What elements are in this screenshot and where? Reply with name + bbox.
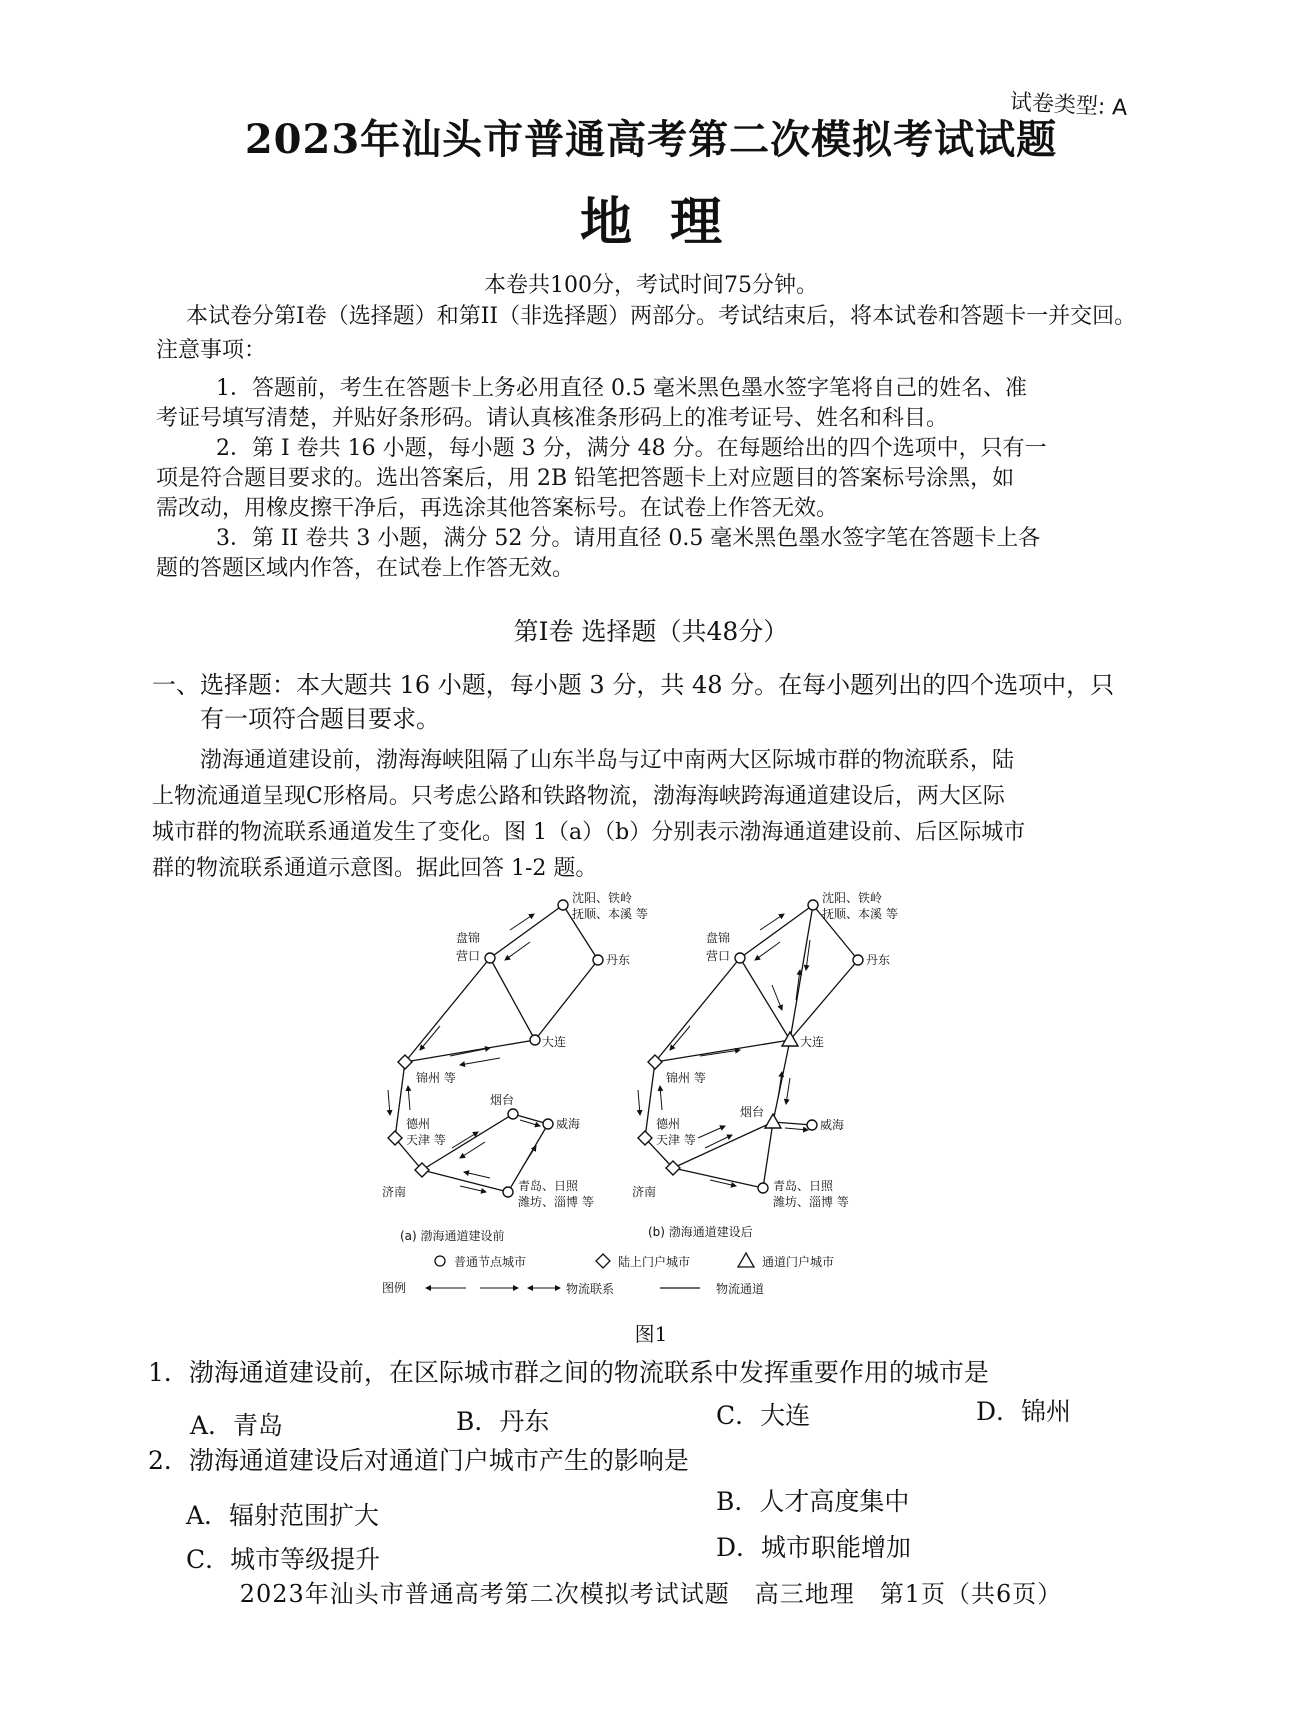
city-label-qingdao: 青岛、日照 bbox=[518, 1179, 579, 1193]
diagram-b bbox=[632, 890, 898, 1209]
question-2-stem: 2．渤海通道建设后对通道门户城市产生的影响是 bbox=[148, 1446, 689, 1475]
legend-diamond-icon bbox=[596, 1254, 610, 1268]
city-label-panjin: 盘锦 bbox=[706, 931, 731, 945]
legend-land-gateway: 陆上门户城市 bbox=[618, 1255, 691, 1269]
passage-line: 城市群的物流联系通道发生了变化。图 1（a）（b）分别表示渤海通道建设前、后区际城市 bbox=[152, 820, 1026, 845]
figure-legend bbox=[382, 1253, 834, 1296]
city-label-jinan: 济南 bbox=[382, 1185, 407, 1199]
section-instruction: 有一项符合题目要求。 bbox=[200, 705, 440, 733]
notice-line: 2．第 I 卷共 16 小题，每小题 3 分，满分 48 分。在每题给出的四个选项中，只有一 bbox=[216, 436, 1047, 461]
question-2-option-b: B．人才高度集中 bbox=[716, 1487, 910, 1516]
city-label-yingkou: 营口 bbox=[706, 949, 731, 963]
city-label-yantai: 烟台 bbox=[490, 1093, 515, 1107]
legend-channel-gateway: 通道门户城市 bbox=[762, 1255, 835, 1269]
legend-node-city: 普通节点城市 bbox=[454, 1255, 527, 1269]
city-label-jinzhou: 锦州 等 bbox=[416, 1071, 456, 1085]
notice-line: 题的答题区域内作答，在试卷上作答无效。 bbox=[156, 556, 575, 581]
question-1-option-c: C．大连 bbox=[716, 1401, 811, 1430]
structure-line: 本试卷分第I卷（选择题）和第II（非选择题）两部分。考试结束后，将本试卷和答题卡一并交回。 bbox=[186, 304, 1137, 329]
notice-line: 3．第 II 卷共 3 小题，满分 52 分。请用直径 0.5 毫米黑色墨水签字笔在答题卡上各 bbox=[216, 526, 1041, 551]
subject-title: 地理 bbox=[579, 192, 760, 253]
city-label-shenyang: 沈阳、铁岭 bbox=[822, 891, 883, 905]
question-1-option-a: A．青岛 bbox=[190, 1411, 284, 1440]
passage-line: 渤海通道建设前，渤海海峡阻隔了山东半岛与辽中南两大区际城市群的物流联系，陆 bbox=[200, 748, 1015, 773]
city-label-tianjin: 天津 等 bbox=[656, 1133, 696, 1147]
paper-type-label: 试卷类型: A bbox=[1009, 89, 1128, 122]
question-1-option-b: B．丹东 bbox=[456, 1407, 550, 1436]
city-label-dandong: 丹东 bbox=[866, 953, 891, 967]
city-label-qingdao: 青岛、日照 bbox=[773, 1179, 834, 1193]
section-title: 第I卷 选择题（共48分） bbox=[513, 617, 789, 646]
legend-flow-link: 物流联系 bbox=[566, 1282, 615, 1296]
city-label-weihai: 威海 bbox=[556, 1117, 581, 1131]
exam-title: 2023年汕头市普通高考第二次模拟考试试题 bbox=[244, 116, 1058, 163]
city-label-dalian: 大连 bbox=[542, 1035, 567, 1049]
diagram-a bbox=[382, 890, 648, 1209]
city-label-shenyang: 沈阳、铁岭 bbox=[572, 891, 633, 905]
city-label-dalian: 大连 bbox=[800, 1035, 825, 1049]
city-label-dezhou: 德州 bbox=[656, 1117, 681, 1131]
channel-lines-a bbox=[395, 905, 598, 1192]
page-footer: 2023年汕头市普通高考第二次模拟考试试题 高三地理 第1页（共6页） bbox=[239, 1580, 1063, 1608]
legend-triangle-icon bbox=[738, 1253, 754, 1267]
passage-line: 上物流通道呈现C形格局。只考虑公路和铁路物流，渤海海峡跨海通道建设后，两大区际 bbox=[152, 784, 1005, 809]
figure-label: 图1 bbox=[634, 1322, 668, 1346]
figure-1-diagram bbox=[380, 890, 940, 1310]
city-label-dandong: 丹东 bbox=[606, 953, 631, 967]
question-2-option-d: D．城市职能增加 bbox=[716, 1533, 912, 1562]
notice-line: 考证号填写清楚，并贴好条形码。请认真核准条形码上的准考证号、姓名和科目。 bbox=[156, 406, 949, 431]
city-label-jinan: 济南 bbox=[632, 1185, 657, 1199]
passage-line: 群的物流联系通道示意图。据此回答 1-2 题。 bbox=[152, 856, 598, 881]
notice-line: 需改动，用橡皮擦干净后，再选涂其他答案标号。在试卷上作答无效。 bbox=[156, 496, 839, 521]
notice-line: 项是符合题目要求的。选出答案后，用 2B 铅笔把答题卡上对应题目的答案标号涂黑，如 bbox=[156, 466, 1015, 491]
city-label-fushun: 抚顺、本溪 等 bbox=[822, 907, 898, 921]
city-label-fushun: 抚顺、本溪 等 bbox=[572, 907, 648, 921]
city-label-yantai: 烟台 bbox=[740, 1105, 765, 1119]
question-1-option-d: D．锦州 bbox=[976, 1397, 1072, 1426]
caption-b: (b) 渤海通道建设后 bbox=[648, 1225, 753, 1239]
section-instruction: 一、选择题：本大题共 16 小题，每小题 3 分，共 48 分。在每小题列出的四个选项中，只 bbox=[152, 671, 1115, 699]
question-2-option-c: C．城市等级提升 bbox=[186, 1545, 381, 1574]
notice-line: 1．答题前，考生在答题卡上务必用直径 0.5 毫米黑色墨水签字笔将自己的姓名、准 bbox=[216, 376, 1027, 401]
score-line: 本卷共100分，考试时间75分钟。 bbox=[484, 273, 818, 298]
question-2-option-a: A．辐射范围扩大 bbox=[186, 1501, 380, 1530]
question-1-stem: 1．渤海通道建设前，在区际城市群之间的物流联系中发挥重要作用的城市是 bbox=[148, 1358, 989, 1387]
city-label-dezhou: 德州 bbox=[406, 1117, 431, 1131]
legend-title: 图例 bbox=[382, 1281, 407, 1295]
city-label-weifang: 潍坊、淄博 等 bbox=[773, 1195, 849, 1209]
city-label-yingkou: 营口 bbox=[456, 949, 481, 963]
caption-a: (a) 渤海通道建设前 bbox=[400, 1229, 505, 1243]
city-nodes-a bbox=[388, 900, 603, 1197]
city-label-weihai: 威海 bbox=[820, 1118, 845, 1132]
legend-flow-channel: 物流通道 bbox=[716, 1282, 765, 1296]
city-label-weifang: 潍坊、淄博 等 bbox=[518, 1195, 594, 1209]
city-label-tianjin: 天津 等 bbox=[406, 1133, 446, 1147]
legend-circle-icon bbox=[435, 1256, 445, 1266]
notice-title: 注意事项： bbox=[156, 338, 267, 363]
city-label-panjin: 盘锦 bbox=[456, 931, 481, 945]
city-label-jinzhou: 锦州 等 bbox=[666, 1071, 706, 1085]
